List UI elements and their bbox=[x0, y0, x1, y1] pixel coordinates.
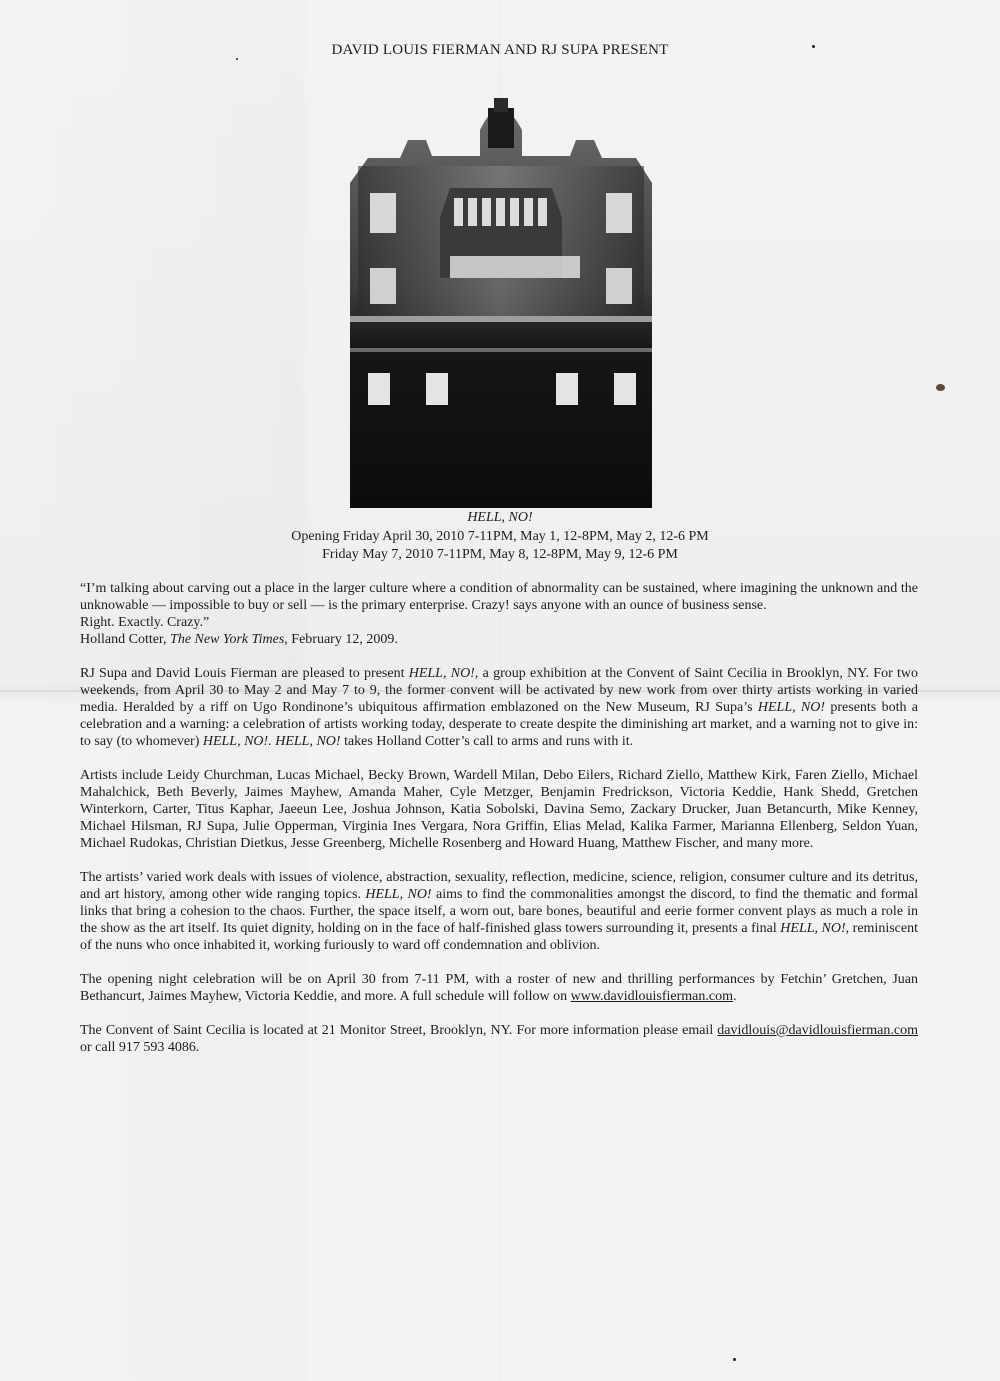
quote-closing: Right. Exactly. Crazy.” bbox=[80, 615, 210, 630]
email-link[interactable]: davidlouis@davidlouisfierman.com bbox=[717, 1023, 918, 1038]
themes-text-c: aims to find the commonalities amongst the discord, to find the thematic and formal links that bring a cohesion to the chaos. Further, the space itself, a worn out, bare bones, beautiful and eerie former convent plays as much a role in the show as the art itself. Its quiet dignity, holding on in the face of half-finished glass towers surrounding it, presents a final bbox=[80, 887, 918, 936]
opening-paragraph bbox=[80, 971, 918, 1005]
themes-title-1: HELL, NO! bbox=[365, 887, 432, 902]
quote-text: “I’m talking about carving out a place in the larger culture where a condition of abnormality can be sustained, where imagining the unknown and the unknowable — impossible to buy or sell — is the primary enterprise. Crazy! says anyone with an ounce of business sense. bbox=[80, 581, 918, 613]
lower-window bbox=[556, 373, 578, 405]
themes-text-a: The artists’ varied work deals with issues of violence, abstraction, sexuality, reflection, medicine, science, religion, consumer culture and its detritus, and art history, among other wide ranging topics. bbox=[80, 870, 918, 902]
intro-title-2: HELL, NO! bbox=[757, 700, 826, 715]
paper-speck bbox=[733, 1358, 736, 1361]
lower-window bbox=[614, 373, 636, 405]
quote-attribution bbox=[80, 631, 918, 648]
press-release-body bbox=[80, 580, 918, 1073]
paper-speck bbox=[936, 384, 945, 391]
paper-speck bbox=[236, 58, 238, 60]
convent-building-photo bbox=[340, 88, 662, 508]
paper-speck bbox=[812, 45, 815, 48]
presenters-header: DAVID LOUIS FIERMAN AND RJ SUPA PRESENT bbox=[331, 42, 669, 58]
exhibition-title: HELL, NO! bbox=[467, 510, 533, 525]
bay-window-pane bbox=[496, 198, 505, 226]
attribution-date: , February 12, 2009. bbox=[284, 632, 398, 647]
exhibition-dates bbox=[0, 528, 1000, 564]
bay-window-pane bbox=[510, 198, 519, 226]
lower-window bbox=[368, 373, 390, 405]
intro-title-3: HELL, NO!. bbox=[202, 734, 272, 749]
attribution-publication: The New York Times bbox=[170, 632, 285, 647]
bay-window-pane bbox=[482, 198, 491, 226]
artists-paragraph: Artists include Leidy Churchman, Lucas Michael, Becky Brown, Wardell Milan, Debo Eilers, Richard Ziello, Matthew Kirk, Faren Ziello, Michael Mahalchick, Beth Beverly, Jaimes Mayhew, Amanda Maher, Cyle Metzger, Benjamin Fredrickson, Victoria Keddie, Hank Shedd, Gretchen Winterkorn, Carter, Titus Kaphar, Jaeeun Lee, Joshua Johnson, Katia Sobolski, Davina Semo, Zackary Drucker, Juan Betancurth, Mike Kenney, Michael Hilsman, RJ Supa, Julie Opperman, Virginia Ines Vergara, Nora Griffin, Elias Melad, Kalika Farmer, Marianna Ellenberg, Seldon Yuan, Michael Rudokas, Christian Dietkus, Jesse Greenberg, Michelle Rosenberg and Howard Huang, Matthew Fischer, and many more. bbox=[80, 768, 918, 851]
themes-paragraph bbox=[80, 869, 918, 954]
intro-paragraph bbox=[80, 665, 918, 750]
lower-window bbox=[426, 373, 448, 405]
intro-title-4: HELL, NO! bbox=[275, 734, 341, 749]
contact-end: or call 917 593 4086. bbox=[80, 1040, 200, 1055]
attribution-name: Holland Cotter, bbox=[80, 632, 171, 647]
dates-line-2: Friday May 7, 2010 7-11PM, May 8, 12-8PM, May 9, 12-6 PM bbox=[322, 547, 678, 562]
intro-title-1: HELL, NO! bbox=[408, 666, 475, 681]
building-illustration bbox=[340, 88, 662, 508]
intro-text-c: , a group exhibition at the Convent of Saint Cecilia in Brooklyn, NY. For two weekends, from April 30 to May 2 and May 7 to 9, the former convent will be activated by new work from over thirty artists working in varied media. Heralded by a riff on Ugo Rondinone’s ubiquitous affirmation emblazoned on the New Museum, RJ Supa’s bbox=[80, 666, 918, 715]
opening-text: The opening night celebration will be on April 30 from 7-11 PM, with a roster of new and thrilling performances by Fetchin’ Gretchen, Juan Bethancurt, Jaimes Mayhew, Victoria Keddie, and more. A full schedule will follow on bbox=[80, 972, 918, 1004]
themes-title-2: HELL, NO!, bbox=[780, 921, 850, 936]
intro-text-i: takes Holland Cotter’s call to arms and runs with it. bbox=[340, 734, 634, 749]
bay-window-pane bbox=[538, 198, 547, 226]
contact-paragraph bbox=[80, 1022, 918, 1056]
intro-text-e: presents both a celebration and a warning: a celebration of artists working today, desperate to create despite the diminishing art market, and a warning not to give in: to say (to whomever) bbox=[80, 700, 918, 749]
bay-window-pane bbox=[468, 198, 477, 226]
intro-text-a: RJ Supa and David Louis Fierman are pleased to present bbox=[80, 666, 409, 681]
dates-line-1: Opening Friday April 30, 2010 7-11PM, May 1, 12-8PM, May 2, 12-6 PM bbox=[291, 529, 709, 544]
contact-text: The Convent of Saint Cecilia is located at 21 Monitor Street, Brooklyn, NY. For more information please email bbox=[80, 1023, 718, 1038]
website-link[interactable]: www.davidlouisfierman.com bbox=[570, 989, 733, 1004]
bay-window-pane bbox=[524, 198, 533, 226]
bay-window-pane bbox=[454, 198, 463, 226]
opening-end: . bbox=[733, 989, 737, 1004]
themes-text-e: reminiscent of the nuns who once inhabited it, working furiously to ward off condemnation and oblivion. bbox=[80, 921, 918, 953]
